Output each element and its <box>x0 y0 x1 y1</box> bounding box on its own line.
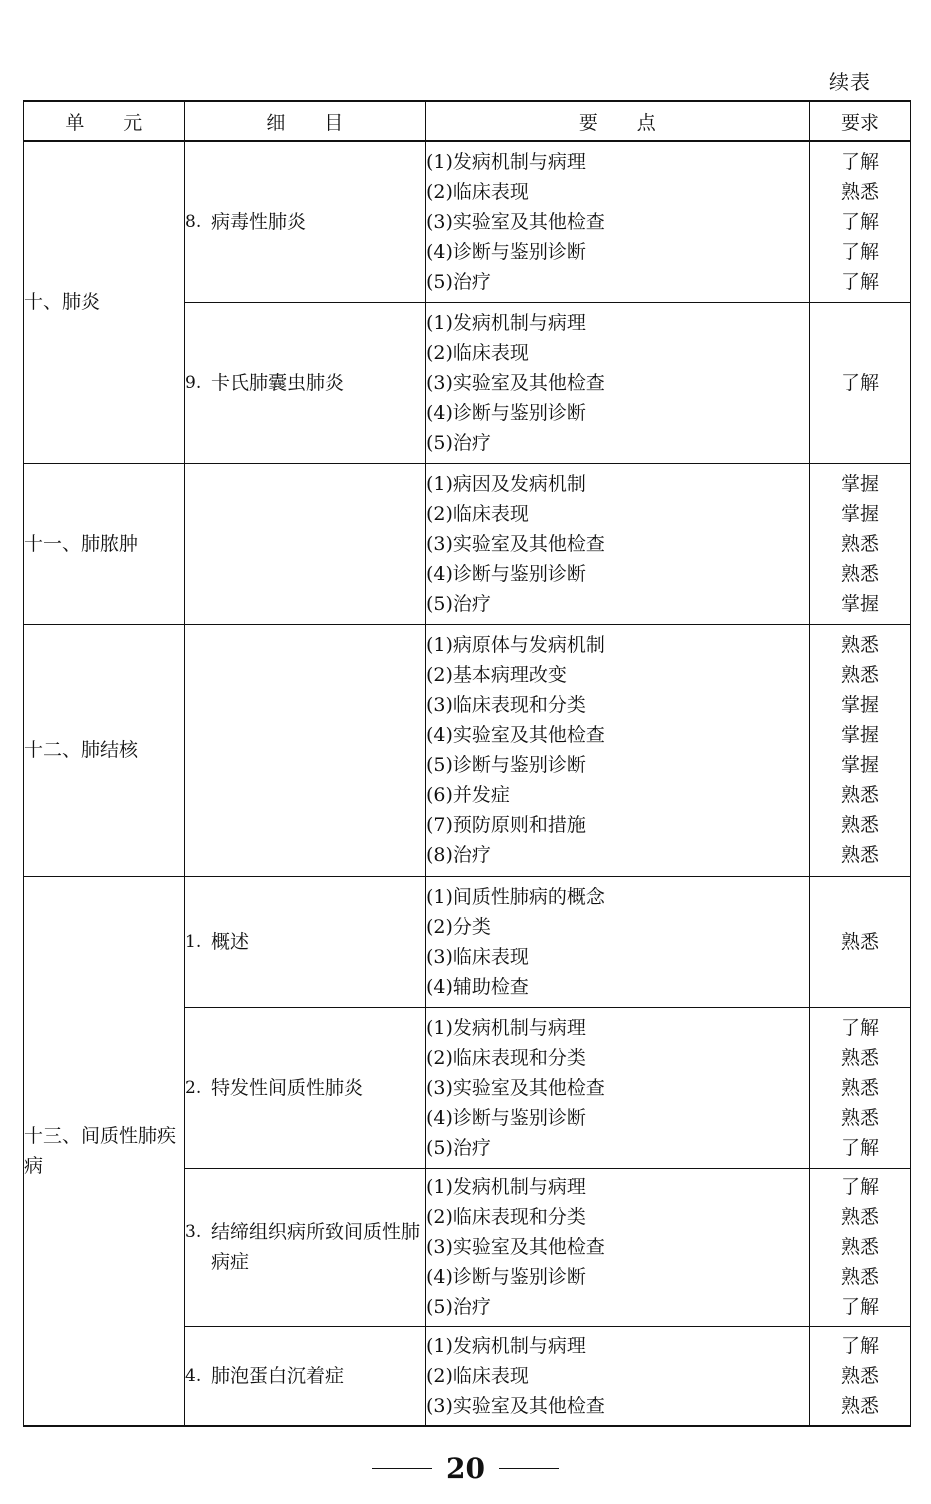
table-row <box>24 141 911 302</box>
point-line: (5)治疗 <box>426 270 491 293</box>
requirement-line: 熟悉 <box>840 844 879 866</box>
point-line: (4)实验室及其他检查 <box>426 724 605 746</box>
requirement-line: 熟悉 <box>840 180 879 203</box>
point-line: (3)实验室及其他检查 <box>426 210 605 233</box>
requirement-line: 了解 <box>840 1176 879 1198</box>
requirement-line: 了解 <box>840 371 879 394</box>
requirement-line: 掌握 <box>840 472 879 495</box>
requirement-line: 了解 <box>840 210 879 233</box>
point-line: (4)诊断与鉴别诊断 <box>426 562 586 585</box>
requirement-line: 熟悉 <box>840 1236 879 1258</box>
requirement-line: 熟悉 <box>840 562 879 585</box>
requirement-line: 掌握 <box>840 754 879 776</box>
point-line: (5)诊断与鉴别诊断 <box>426 754 586 776</box>
point-line: (2)临床表现 <box>426 341 529 364</box>
points-cell <box>426 141 810 302</box>
item-cell <box>185 624 426 876</box>
point-line: (1)病因及发病机制 <box>426 472 586 495</box>
requirement-line: 了解 <box>840 240 879 263</box>
requirement-line: 了解 <box>840 150 879 173</box>
requirement-cell <box>810 624 911 876</box>
requirement-line: 熟悉 <box>840 784 879 806</box>
point-line: (2)临床表现和分类 <box>426 1046 586 1069</box>
point-line: (2)临床表现 <box>426 180 529 203</box>
item-cell <box>185 1007 426 1168</box>
item-name: 概述 <box>211 930 250 953</box>
page-number: 20 <box>446 1451 485 1485</box>
points-cell <box>426 1326 810 1426</box>
point-line: (2)临床表现 <box>426 1364 529 1387</box>
item-cell <box>185 463 426 624</box>
requirement-cell <box>810 1168 911 1326</box>
requirement-line: 熟悉 <box>840 814 879 836</box>
point-line: (4)诊断与鉴别诊断 <box>426 240 586 263</box>
item-number: 9. <box>185 372 202 393</box>
item-name: 特发性间质性肺炎 <box>211 1076 364 1099</box>
requirement-line: 熟悉 <box>840 1046 879 1069</box>
item-name: 病毒性肺炎 <box>211 210 307 233</box>
point-line: (7)预防原则和措施 <box>426 814 586 836</box>
item-number: 8. <box>185 211 202 232</box>
requirement-line: 熟悉 <box>840 1206 879 1228</box>
item-number: 4. <box>185 1365 202 1386</box>
requirement-line: 熟悉 <box>840 1106 879 1129</box>
point-line: (1)发病机制与病理 <box>426 150 586 173</box>
requirement-line: 了解 <box>840 1296 879 1318</box>
point-line: (1)发病机制与病理 <box>426 1334 586 1357</box>
point-line: (2)分类 <box>426 915 491 938</box>
unit-cell: 十、肺炎 <box>24 141 185 463</box>
point-line: (1)发病机制与病理 <box>426 311 586 334</box>
item-cell <box>185 1168 426 1326</box>
requirement-line: 熟悉 <box>840 1364 879 1387</box>
requirement-line: 了解 <box>840 1016 879 1039</box>
continued-label: 续表 <box>829 70 871 94</box>
point-line: (5)治疗 <box>426 1296 491 1318</box>
item-name: 肺泡蛋白沉着症 <box>211 1364 345 1387</box>
item-cell <box>185 141 426 302</box>
table-row <box>24 463 911 624</box>
item-name: 结缔组织病所致间质性肺病症 <box>211 1221 421 1273</box>
point-line: (4)诊断与鉴别诊断 <box>426 1266 586 1288</box>
requirement-cell <box>810 141 911 302</box>
point-line: (8)治疗 <box>426 844 491 866</box>
header-unit: 单 元 <box>24 101 185 141</box>
footer-rule-left <box>372 1468 432 1469</box>
requirement-line: 了解 <box>840 270 879 293</box>
requirement-line: 熟悉 <box>840 1394 879 1417</box>
header-item: 细 目 <box>185 101 426 141</box>
points-cell <box>426 876 810 1007</box>
point-line: (3)实验室及其他检查 <box>426 371 605 394</box>
point-line: (3)实验室及其他检查 <box>426 1394 605 1417</box>
header-points: 要 点 <box>426 101 810 141</box>
points-cell <box>426 463 810 624</box>
point-line: (4)辅助检查 <box>426 975 529 998</box>
requirement-line: 熟悉 <box>840 532 879 555</box>
requirement-cell <box>810 1007 911 1168</box>
requirement-cell <box>810 1326 911 1426</box>
point-line: (2)临床表现 <box>426 502 529 525</box>
points-cell <box>426 302 810 463</box>
requirement-line: 了解 <box>840 1136 879 1159</box>
unit-cell: 十二、肺结核 <box>24 624 185 876</box>
item-number: 2. <box>185 1077 202 1098</box>
requirement-cell <box>810 463 911 624</box>
point-line: (5)治疗 <box>426 592 491 615</box>
point-line: (4)诊断与鉴别诊断 <box>426 401 586 424</box>
requirement-line: 熟悉 <box>840 664 879 686</box>
point-line: (3)实验室及其他检查 <box>426 1236 605 1258</box>
points-cell <box>426 1168 810 1326</box>
point-line: (6)并发症 <box>426 784 510 806</box>
table-row <box>24 876 911 1007</box>
point-line: (1)间质性肺病的概念 <box>426 885 605 908</box>
point-line: (4)诊断与鉴别诊断 <box>426 1106 586 1129</box>
requirement-line: 掌握 <box>840 694 879 716</box>
requirement-line: 熟悉 <box>840 634 879 656</box>
point-line: (1)发病机制与病理 <box>426 1176 586 1198</box>
requirement-line: 熟悉 <box>840 930 879 953</box>
unit-cell: 十三、间质性肺疾病 <box>24 876 185 1426</box>
requirement-line: 掌握 <box>840 724 879 746</box>
header-row <box>24 101 911 141</box>
point-line: (3)临床表现 <box>426 945 529 968</box>
item-cell <box>185 876 426 1007</box>
requirement-line: 熟悉 <box>840 1266 879 1288</box>
page-footer <box>0 1446 931 1490</box>
requirement-line: 了解 <box>840 1334 879 1357</box>
item-cell <box>185 302 426 463</box>
point-line: (1)发病机制与病理 <box>426 1016 586 1039</box>
item-name: 卡氏肺囊虫肺炎 <box>211 371 345 394</box>
item-number: 3. <box>185 1222 202 1242</box>
point-line: (2)基本病理改变 <box>426 664 567 686</box>
item-cell <box>185 1326 426 1426</box>
points-cell <box>426 624 810 876</box>
point-line: (1)病原体与发病机制 <box>426 634 605 656</box>
requirement-line: 熟悉 <box>840 1076 879 1099</box>
point-line: (5)治疗 <box>426 1136 491 1159</box>
point-line: (5)治疗 <box>426 431 491 454</box>
table-row <box>24 624 911 876</box>
point-line: (3)实验室及其他检查 <box>426 532 605 555</box>
syllabus-table <box>23 100 911 1427</box>
point-line: (2)临床表现和分类 <box>426 1206 586 1228</box>
points-cell <box>426 1007 810 1168</box>
requirement-cell <box>810 302 911 463</box>
requirement-cell <box>810 876 911 1007</box>
header-requirement: 要求 <box>810 101 911 141</box>
item-number: 1. <box>185 931 202 952</box>
requirement-line: 掌握 <box>840 502 879 525</box>
footer-rule-right <box>499 1468 559 1469</box>
requirement-line: 掌握 <box>840 592 879 615</box>
point-line: (3)临床表现和分类 <box>426 694 586 716</box>
point-line: (3)实验室及其他检查 <box>426 1076 605 1099</box>
unit-cell: 十一、肺脓肿 <box>24 463 185 624</box>
